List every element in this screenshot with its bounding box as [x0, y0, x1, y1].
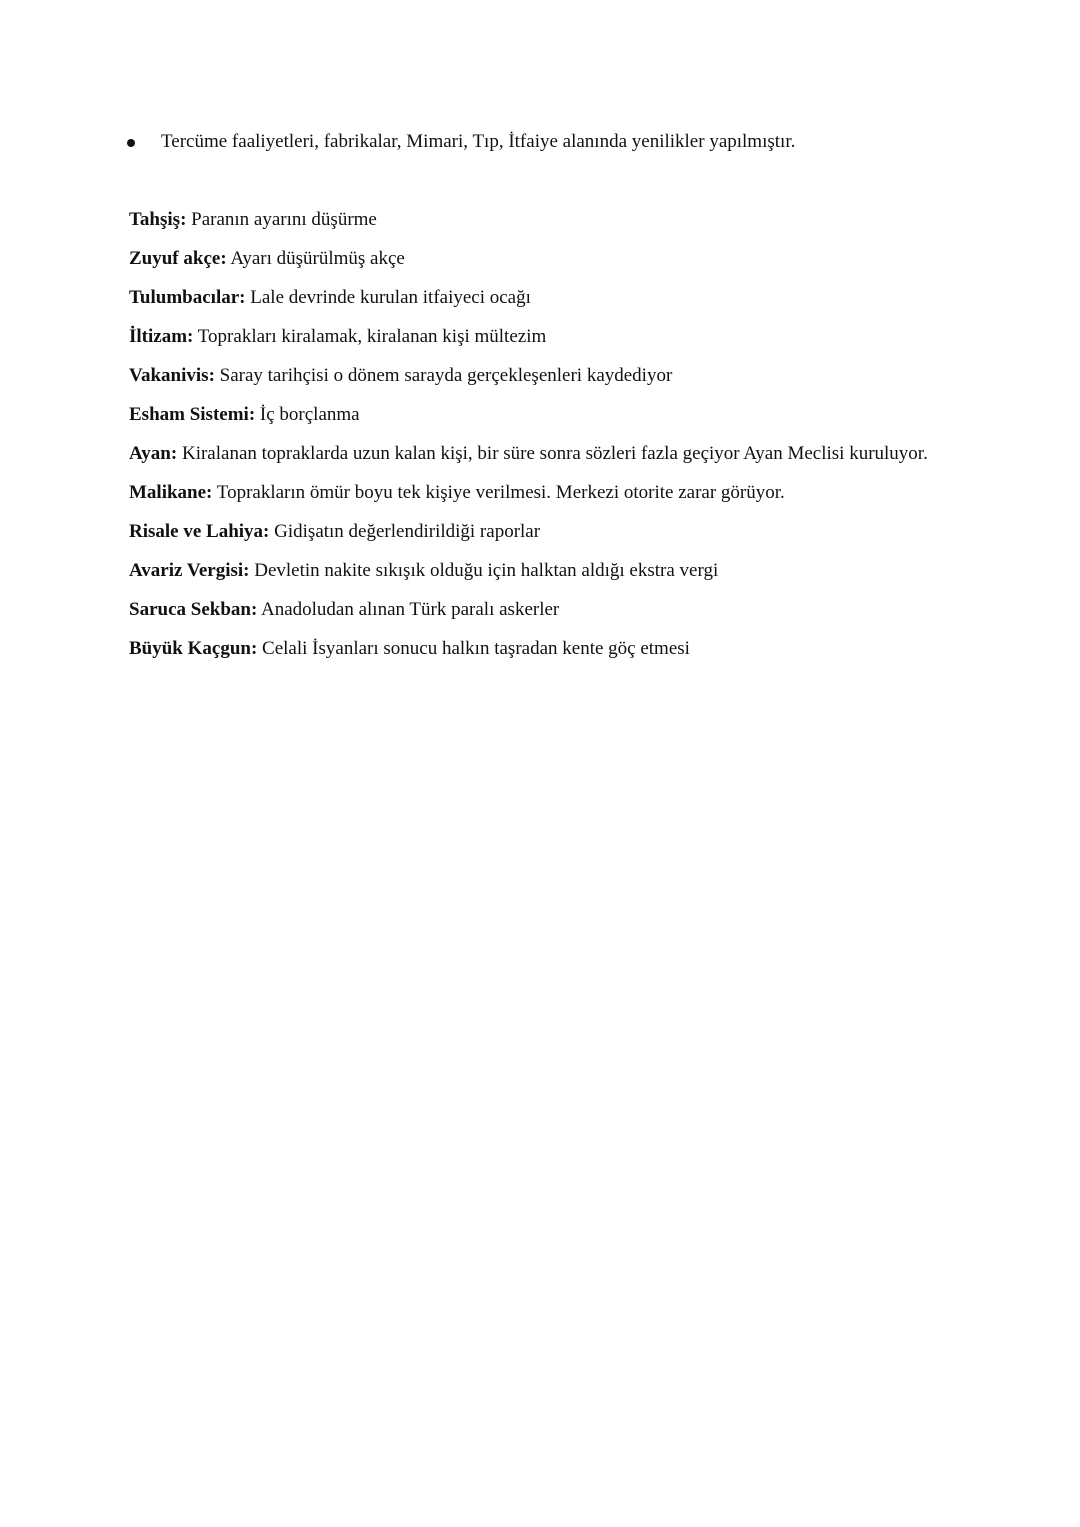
glossary-entry	[129, 207, 951, 232]
bullet-text: Tercüme faaliyetleri, fabrikalar, Mimari, Tıp, İtfaiye alanında yenilikler yapılmıştır.	[161, 131, 796, 152]
term-label: Vakanivis:	[129, 365, 215, 386]
term-definition: Toprakların ömür boyu tek kişiye verilmesi. Merkezi otorite zarar görüyor.	[212, 482, 785, 503]
term-label: Malikane:	[129, 482, 213, 503]
glossary-list	[129, 207, 951, 675]
glossary-entry	[129, 558, 951, 583]
glossary-entry	[129, 324, 951, 349]
term-definition: İç borçlanma	[255, 404, 360, 425]
term-definition: Anadoludan alınan Türk paralı askerler	[257, 599, 560, 620]
glossary-entry	[129, 480, 951, 505]
glossary-entry	[129, 519, 951, 544]
term-label: Esham Sistemi:	[129, 404, 256, 425]
glossary-entry	[129, 402, 951, 427]
term-label: Tulumbacılar:	[129, 287, 246, 308]
glossary-entry	[129, 246, 951, 271]
glossary-entry	[129, 363, 951, 388]
term-label: Risale ve Lahiya:	[129, 521, 270, 542]
term-definition: Gidişatın değerlendirildiği raporlar	[269, 521, 541, 542]
term-label: Büyük Kaçgun:	[129, 638, 258, 659]
term-definition: Kiralanan topraklarda uzun kalan kişi, bir süre sonra sözleri fazla geçiyor Ayan Meclisi kuruluyor.	[177, 443, 928, 464]
glossary-entry	[129, 285, 951, 310]
bullet-item	[127, 129, 957, 155]
term-definition: Ayarı düşürülmüş akçe	[226, 248, 405, 269]
term-definition: Devletin nakite sıkışık olduğu için halktan aldığı ekstra vergi	[249, 560, 719, 581]
term-definition: Celali İsyanları sonucu halkın taşradan kente göç etmesi	[257, 638, 690, 659]
term-label: Saruca Sekban:	[129, 599, 258, 620]
term-label: Avariz Vergisi:	[129, 560, 250, 581]
term-definition: Lale devrinde kurulan itfaiyeci ocağı	[245, 287, 531, 308]
glossary-entry	[129, 636, 951, 661]
term-label: Ayan:	[129, 443, 178, 464]
glossary-entry	[129, 441, 951, 466]
term-definition: Toprakları kiralamak, kiralanan kişi mültezim	[193, 326, 547, 347]
term-definition: Saray tarihçisi o dönem sarayda gerçekleşenleri kaydediyor	[214, 365, 673, 386]
term-label: Zuyuf akçe:	[129, 248, 227, 269]
bullet-icon	[127, 139, 135, 147]
glossary-entry	[129, 597, 951, 622]
term-label: İltizam:	[129, 326, 194, 347]
term-label: Tahşiş:	[129, 209, 187, 230]
term-definition: Paranın ayarını düşürme	[186, 209, 377, 230]
